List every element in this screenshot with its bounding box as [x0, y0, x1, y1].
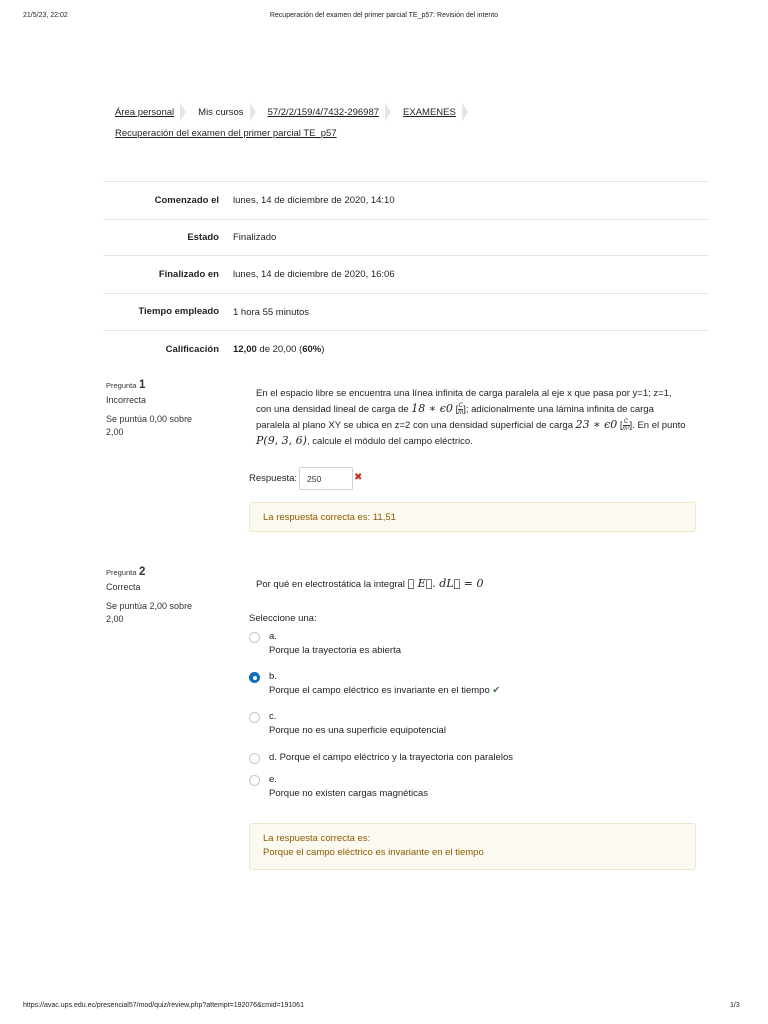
question-prefix: Pregunta	[106, 568, 137, 577]
print-url: https://avac.ups.edu.ec/presencial57/mod/quiz/review.php?attempt=192076&cmid=191061	[23, 1002, 304, 1009]
incorrect-icon: ✖	[354, 472, 363, 483]
print-page: 1/3	[730, 1002, 740, 1009]
breadcrumb-quiz[interactable]: Recuperación del examen del primer parcial TE_p57	[115, 128, 337, 139]
summary-value: lunes, 14 de diciembre de 2020, 14:10	[233, 195, 395, 206]
text-fragment: , calcule el módulo del campo eléctrico.	[306, 436, 473, 447]
question-1-feedback	[249, 502, 696, 532]
feedback-answer: Porque el campo eléctrico es invariante en el tiempo	[263, 847, 484, 858]
question-number: 1	[138, 379, 146, 391]
summary-row-grade	[103, 331, 709, 368]
math-lambda: 18 ∗ ϵ0	[411, 402, 453, 415]
unit-num: C	[458, 402, 463, 409]
text-fragment: con una densidad lineal de carga de	[256, 404, 409, 415]
question-text-line: con una densidad lineal de carga de 18 ∗ ϵ0 [ $\frac{C}{m}$ ]; adicionalmente una lámina infinita de carga	[256, 402, 654, 416]
breadcrumb-area-personal[interactable]: Área personal	[115, 106, 175, 118]
option-a[interactable]	[249, 632, 689, 672]
question-2-info	[106, 566, 211, 626]
question-status: Correcta	[106, 582, 141, 592]
question-text-line: paralela al plano XY se ubica en z=2 con una densidad superficial de carga 23 ∗ ϵ0 [ $\frac{C}{\text{m²}}$ ]. En el punto	[256, 418, 686, 432]
breadcrumb-separator	[250, 103, 256, 121]
option-text: Porque la trayectoria es abierta	[269, 645, 402, 656]
summary-value: Finalizado	[233, 232, 277, 243]
question-text-line: En el espacio libre se encuentra una línea infinita de carga paralela al eje x que pasa por y=1; z=1,	[256, 388, 672, 399]
option-e[interactable]	[249, 775, 689, 815]
answer-options	[249, 632, 689, 815]
option-letter: e.	[269, 774, 277, 785]
question-prefix: Pregunta	[106, 381, 137, 390]
summary-label: Finalizado en	[158, 269, 219, 280]
breadcrumb-course[interactable]: 57/2/2/159/4/7432-296987	[267, 106, 380, 118]
option-text-value: Porque el campo eléctrico y la trayectoria con paralelos	[279, 752, 513, 763]
summary-value: 1 hora 55 minutos	[233, 306, 310, 318]
option-b[interactable]	[249, 672, 689, 712]
text-fragment: . En el punto	[632, 420, 686, 431]
text-fragment: ; adicionalmente una lámina infinita de carga	[465, 404, 654, 415]
option-text	[269, 684, 500, 698]
question-number: 2	[138, 566, 146, 578]
breadcrumb-separator	[180, 103, 186, 121]
unit-fraction	[623, 419, 630, 432]
option-text: Porque no es una superficie equipotencial	[269, 725, 446, 736]
radio-button[interactable]	[249, 775, 260, 786]
breadcrumb	[115, 103, 480, 121]
radio-button-selected[interactable]	[249, 672, 260, 683]
print-datetime: 21/5/23, 22:02	[23, 12, 68, 19]
question-1-text	[256, 386, 696, 449]
question-2-text	[256, 576, 483, 592]
summary-label: Tiempo empleado	[138, 306, 219, 317]
summary-label: Comenzado el	[154, 195, 219, 206]
grade-score: 12,00	[233, 343, 257, 355]
option-text: Porque no existen cargas magnéticas	[269, 788, 428, 799]
grade-end: )	[321, 343, 325, 355]
math-sigma: 23 ∗ ϵ0	[575, 418, 618, 431]
summary-grade	[233, 331, 709, 368]
print-title: Recuperación del examen del primer parcial TE_p57: Revisión del intento	[269, 12, 499, 19]
summary-row-state	[103, 220, 709, 256]
feedback-title: La respuesta correcta es:	[263, 833, 371, 844]
summary-row-started	[103, 182, 709, 220]
radio-button[interactable]	[249, 753, 260, 764]
answer-input[interactable]: 250	[299, 467, 353, 490]
unit-den: m²	[622, 425, 630, 432]
breadcrumb-separator	[385, 103, 391, 121]
question-2-feedback	[249, 823, 696, 870]
breadcrumb-examenes[interactable]: EXAMENES	[403, 106, 456, 118]
question-1-info	[106, 379, 211, 439]
attempt-summary	[103, 181, 709, 368]
summary-row-time	[103, 294, 709, 331]
option-c[interactable]	[249, 712, 689, 753]
summary-label: Calificación	[165, 343, 219, 355]
question-points: Se puntúa 2,00 sobre 2,00	[106, 601, 193, 624]
check-icon: ✔	[492, 685, 501, 696]
grade-percent: 60%	[302, 343, 322, 355]
breadcrumb-mis-cursos[interactable]: Mis cursos	[198, 106, 244, 118]
radio-button[interactable]	[249, 712, 260, 723]
summary-value: lunes, 14 de diciembre de 2020, 16:06	[233, 269, 395, 280]
option-letter: b.	[269, 671, 277, 682]
question-text-line	[256, 433, 696, 449]
question-status: Incorrecta	[106, 395, 147, 405]
question-points: Se puntúa 0,00 sobre 2,00	[106, 414, 193, 437]
breadcrumb-separator	[462, 103, 468, 121]
text-fragment: paralela al plano XY se ubica en z=2 con una densidad superficial de carga	[256, 420, 573, 431]
option-d[interactable]	[249, 753, 689, 775]
radio-button[interactable]	[249, 632, 260, 643]
grade-mid: de 20,00 (	[256, 343, 303, 355]
select-one-label: Seleccione una:	[249, 613, 317, 624]
correct-answer-text: La respuesta correcta es: 11,51	[263, 512, 396, 523]
unit-fraction	[458, 403, 463, 416]
math-point: P(9, 3, 6)	[256, 434, 307, 447]
option-letter: d.	[269, 752, 277, 763]
unit-den: m	[458, 409, 464, 416]
text-fragment: Por qué en electrostática la integral	[256, 579, 405, 590]
option-text	[269, 751, 513, 765]
answer-label: Respuesta:	[249, 473, 298, 484]
summary-label: Estado	[187, 232, 219, 243]
option-text-value: Porque el campo eléctrico es invariante en el tiempo	[269, 685, 490, 696]
summary-row-finished	[103, 256, 709, 294]
math-integral: ∮ E⃗. dL⃗ = 0	[407, 577, 484, 590]
option-letter: c.	[269, 711, 277, 722]
option-letter: a.	[269, 631, 277, 642]
unit-num: C	[623, 418, 629, 425]
